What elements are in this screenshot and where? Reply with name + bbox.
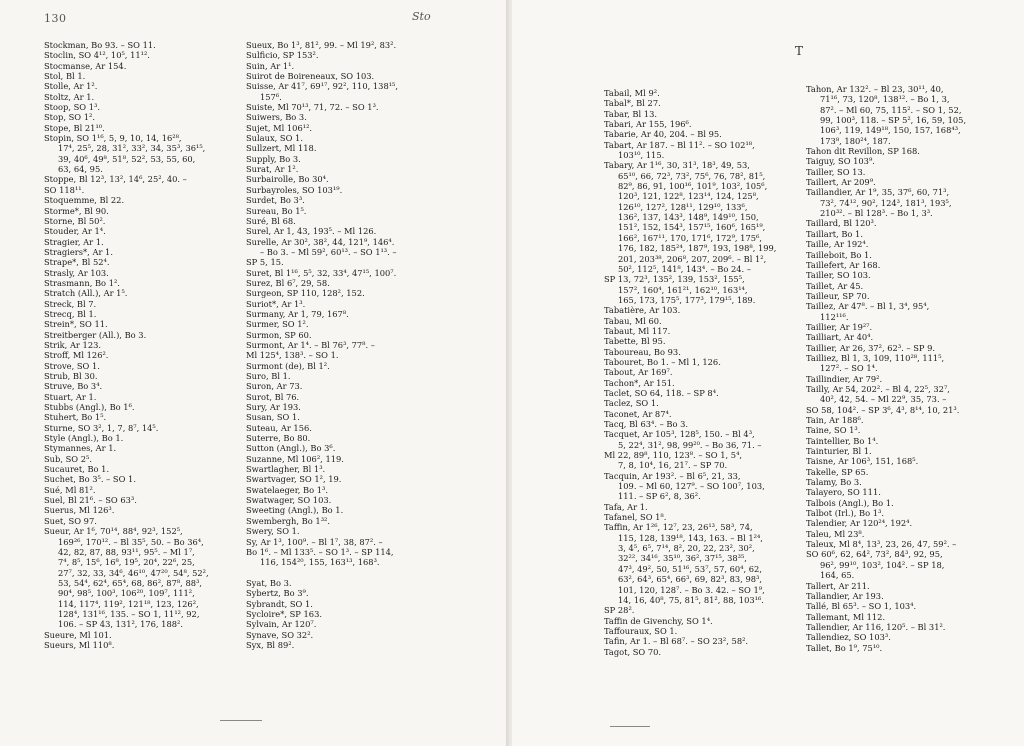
index-line: Tailler, SO 103.: [806, 270, 871, 281]
index-line: Suiste, Ml 70¹³, 71, 72. – SO 1³.: [246, 102, 379, 113]
index-line: Stolle, Ar 1².: [44, 81, 98, 92]
index-line: Sulaux, SO 1.: [246, 133, 303, 144]
index-line: 7⁴, 8⁵, 15⁶, 16⁸, 19⁵, 20⁴, 22⁶, 25,: [58, 557, 195, 568]
index-line: Takelle, SP 65.: [806, 466, 869, 477]
index-line: 99, 100³, 118. – SP 5², 16, 59, 105,: [820, 115, 967, 126]
index-line: SP 28².: [604, 605, 635, 616]
index-line: Tailler, SO 13.: [806, 166, 866, 177]
index-line: Talendier, Ar 120²⁴, 192⁴.: [806, 518, 913, 529]
index-line: 164, 65.: [820, 570, 855, 581]
index-line: 201, 203³⁸, 206⁸, 207, 209⁶. – Bl 1²,: [618, 253, 767, 264]
index-line: Syx, Bl 89².: [246, 639, 295, 650]
index-line: Tain, Ar 188⁶.: [806, 415, 864, 425]
index-line: Surot, Bl 76.: [246, 391, 300, 402]
index-line: Taillindier, Ar 79².: [806, 373, 883, 384]
index-line: Suirot de Boireneaux, SO 103.: [246, 71, 375, 82]
index-line: Taillard, Bl 120³.: [806, 218, 877, 229]
index-line: 106. – SP 43, 131², 176, 188².: [58, 619, 183, 630]
index-line: Taillez, Ar 47⁸. – Bl 1, 3⁴, 95⁴,: [806, 301, 930, 312]
index-line: Tabary, Ar 1¹⁶, 30, 31³, 18³, 49, 53,: [604, 160, 750, 171]
index-line: Tahon, Ar 132². – Bl 23, 30¹¹, 40,: [806, 84, 944, 94]
index-line: 3, 4⁵, 6⁵, 7¹⁴, 8², 20, 22, 23², 30²,: [618, 543, 755, 554]
index-line: Surmon, SP 60.: [246, 329, 312, 340]
index-line: Stoltz, Ar 1.: [44, 91, 95, 102]
index-line: Surmer, SO 1².: [246, 319, 309, 330]
index-line: Stoppe, Bl 12³, 13², 14⁶, 25², 40. –: [44, 174, 187, 185]
index-line: Sybertz, Bo 3⁹.: [246, 588, 309, 599]
index-line: 128⁴, 131¹⁶, 135. – SO 1, 11¹², 92,: [58, 608, 200, 619]
index-line: Talayero, SO 111.: [806, 487, 881, 498]
index-line: Surmont, Ar 1⁴. – Bl 76³, 77⁸. –: [246, 339, 375, 350]
bottom-rule-right: [610, 726, 650, 727]
index-line: 90⁴, 98⁵, 100³, 106²⁰, 109⁷, 111²,: [58, 588, 195, 599]
index-line: Taleu, Ml 23⁸.: [806, 528, 865, 539]
index-line: Ml 22, 89⁸, 110, 123⁸. – SO 1, 5⁴,: [604, 450, 743, 461]
index-line: Tafin, Ar 1. – Bl 68⁷. – SO 23², 58².: [604, 636, 749, 647]
index-line: Taille, Ar 192⁴.: [806, 239, 869, 250]
index-line: 50², 112⁵, 141⁸, 143⁴. – Bo 24. –: [618, 263, 751, 274]
index-line: Suré, Bl 68.: [246, 215, 296, 226]
index-line: 116, 154²⁰, 155, 163¹³, 168³.: [260, 557, 380, 568]
index-line: Sub, SO 2⁵.: [44, 453, 92, 464]
index-line: 109. – Ml 60, 127⁹. – SO 100⁷, 103,: [618, 481, 765, 492]
index-line: Tacquet, Ar 105³, 128⁵, 150. – Bl 4³,: [604, 429, 755, 440]
index-line: Suron, Ar 73.: [246, 381, 303, 392]
index-line: Taclez, SO 1.: [604, 398, 659, 409]
index-line: 210³². – Bl 128³. – Bo 1, 3³.: [820, 208, 933, 219]
index-line: Swatwager, SO 103.: [246, 495, 332, 506]
index-line: Tallendier, Ar 116, 120⁵. – Bl 31².: [806, 621, 946, 632]
index-line: Struve, Bo 3⁴.: [44, 381, 103, 392]
index-line: Suriot*, Ar 1³.: [246, 298, 306, 309]
index-line: Stope, Bl 21¹⁰.: [44, 122, 105, 133]
index-line: Stragier, Ar 1.: [44, 236, 104, 247]
index-line: Sylvain, Ar 120⁷.: [246, 619, 317, 630]
index-line: Taillert, Ar 209⁹.: [806, 177, 876, 188]
index-line: Stol, Bl 1.: [44, 71, 86, 82]
index-line: Sturne, SO 3², 1, 7, 8⁷, 14⁵.: [44, 422, 159, 433]
index-line: 47³, 49², 50, 51¹⁶, 53⁷, 57, 60⁴, 62,: [618, 563, 762, 574]
index-line: 165, 173, 175⁵, 177³, 179¹⁵, 189.: [618, 294, 756, 305]
index-line: Taclet, SO 64, 118. – SP 8⁴.: [604, 387, 719, 398]
bottom-rule-left: [220, 720, 262, 721]
index-line: Strasly, Ar 103.: [44, 267, 109, 278]
index-line: Storne, Bl 50².: [44, 215, 106, 226]
index-line: 111. – SP 6², 8, 36².: [618, 491, 701, 502]
index-line: SO 60⁶, 62, 64², 73², 84³, 92, 95,: [806, 549, 943, 560]
index-line: Suzanne, Ml 106², 119.: [246, 453, 344, 464]
index-line: 103¹⁰, 115.: [618, 150, 665, 161]
index-line: Suel, Bl 21⁶. – SO 63³.: [44, 495, 137, 506]
index-line: 7, 8, 10⁴, 16, 21⁷. – SP 70.: [618, 460, 728, 471]
index-line: 114, 117⁴, 119², 121¹⁸, 123, 126²,: [58, 598, 199, 609]
section-letter: T: [795, 44, 804, 58]
index-line: 73², 74¹², 90², 124³, 181³, 193⁵,: [820, 197, 952, 208]
index-line: Tainturier, Bl 1.: [806, 446, 872, 457]
index-line: Style (Angl.), Bo 1.: [44, 433, 124, 444]
index-line: Tabar, Bl 13.: [604, 108, 658, 119]
index-line: Tallandier, Ar 193.: [806, 590, 884, 601]
index-line: Tallet, Bo 1⁹, 75¹⁰.: [806, 642, 883, 653]
index-line: 32²², 34¹⁶, 35¹⁰, 36², 37¹⁵, 38³⁵,: [618, 553, 747, 564]
index-line: Taboureau, Bo 93.: [604, 346, 681, 357]
index-line: Sweeting (Angl.), Bo 1.: [246, 505, 344, 516]
index-line: 39, 40⁶, 49⁸, 51⁸, 52², 53, 55, 60,: [58, 153, 196, 164]
index-line: Taiguy, SO 103⁹.: [806, 156, 875, 167]
index-line: 5, 22⁴, 31², 98, 99²⁰. – Bo 36, 71. –: [618, 439, 762, 450]
index-line: Stubbs (Angl.), Bo 1⁶.: [44, 402, 135, 413]
page-number: 130: [44, 12, 67, 25]
index-line: Surel, Ar 1, 43, 193⁵. – Ml 126.: [246, 226, 377, 237]
index-line: Surat, Ar 1².: [246, 164, 299, 175]
index-line: Tabarie, Ar 40, 204. – Bl 95.: [604, 129, 722, 140]
index-line: Tailleur, SP 70.: [806, 290, 870, 301]
index-line: Sureau, Bo 1⁵.: [246, 205, 307, 216]
index-line: Taillet, Ar 45.: [806, 280, 864, 291]
index-line: Strik, Ar 123.: [44, 339, 102, 350]
index-line: Taintellier, Bo 1⁴.: [806, 435, 879, 446]
index-line: Sujet, Ml 106¹².: [246, 122, 313, 133]
index-line: 157⁶.: [260, 91, 282, 102]
index-line: Supply, Bo 3.: [246, 153, 301, 164]
index-line: 166², 167¹¹, 170, 171⁶, 172⁹, 175⁶,: [618, 232, 762, 243]
index-line: Swatelaeger, Bo 1³.: [246, 484, 329, 495]
index-line: Tachon*, Ar 151.: [604, 377, 675, 388]
index-line: [246, 568, 398, 578]
index-column-3: [604, 88, 776, 657]
index-line: – Bo 3. – Ml 59², 60¹³. – SO 1¹³. –: [260, 246, 397, 257]
index-line: Tacq, Bl 63⁴. – Bo 3.: [604, 419, 689, 429]
index-line: Taillart, Bo 1.: [806, 228, 863, 239]
index-line: Sueux, Bo 1³, 81², 99. – Ml 19², 83².: [246, 40, 397, 50]
index-line: Stragiers*, Ar 1.: [44, 246, 113, 257]
index-line: Sullzert, Ml 118.: [246, 143, 317, 154]
index-line: 63, 64, 95.: [58, 164, 103, 175]
index-line: Stouder, Ar 1⁴.: [44, 226, 106, 237]
index-line: SO 118¹¹.: [44, 184, 85, 195]
index-line: Stratch (All.), Ar 1⁵.: [44, 288, 128, 299]
index-line: 17⁴, 25⁵, 28, 31², 33², 34, 35³, 36¹⁵,: [58, 143, 206, 154]
index-line: Suret, Bl 1¹⁶, 5⁵, 32, 33⁴, 47¹⁵, 100⁷.: [246, 267, 397, 278]
index-line: Stuhert, Bo 1⁵.: [44, 412, 107, 423]
index-line: Tahon dit Revillon, SP 168.: [806, 146, 920, 157]
index-line: Surelle, Ar 30², 38², 44, 121⁹, 146⁴.: [246, 236, 395, 247]
index-line: Tailly, Ar 54, 202². – Bl 4, 22⁵, 32⁷,: [806, 383, 950, 394]
index-line: Stoquemme, Bl 22.: [44, 195, 125, 206]
index-line: SO 58, 104². – SP 3⁶, 4³, 8¹⁴, 10, 21³.: [806, 404, 960, 415]
index-line: 40², 42, 54. – Ml 22⁹, 35, 73. –: [820, 394, 947, 405]
index-line: Tabail, Ml 9².: [604, 88, 660, 98]
index-line: Surmont (de), Bl 1².: [246, 360, 330, 371]
index-line: Taffouraux, SO 1.: [604, 625, 678, 636]
index-line: Stocmanse, Ar 154.: [44, 60, 127, 71]
index-line: Tabal*, Bl 27.: [604, 98, 661, 109]
index-line: Tafa, Ar 1.: [604, 501, 648, 512]
index-line: 27⁷, 32, 33, 34⁶, 46¹⁰, 47²⁰, 54⁸, 52²,: [58, 567, 209, 578]
index-line: Bo 1⁶. – Ml 133⁵. – SO 1³. – SP 114,: [246, 546, 394, 557]
index-line: Ml 125⁴, 138³. – SO 1.: [246, 350, 339, 361]
index-line: Tabari, Ar 155, 196⁶.: [604, 119, 692, 130]
index-line: Suisse, Ar 41⁷, 69¹⁷, 92², 110, 138¹⁵,: [246, 81, 399, 92]
index-line: Tabaut, Ml 117.: [604, 325, 671, 336]
index-line: Taffin, Ar 1²⁶, 12⁷, 23, 26¹³, 58³, 74,: [604, 522, 753, 533]
index-line: Streck, Bl 7.: [44, 298, 97, 309]
index-line: Tailliart, Ar 40⁴.: [806, 332, 874, 343]
index-line: Sutton (Angl.), Bo 3⁶.: [246, 443, 336, 454]
index-line: Suchet, Bo 3⁵. – SO 1.: [44, 474, 136, 485]
index-line: 120³, 121, 122⁸, 123¹⁴, 124, 125⁸,: [618, 191, 759, 202]
index-line: 53, 54⁴, 62⁴, 65⁴, 68, 86², 87⁸, 88³,: [58, 577, 202, 588]
index-line: SP 13, 72³, 135², 139, 153², 155⁵,: [604, 274, 745, 285]
index-line: Taffin de Givenchy, SO 1⁴.: [604, 615, 713, 626]
index-line: Tabau, Ml 60.: [604, 315, 662, 326]
index-line: 87². – Ml 60, 75, 115². – SO 1, 52,: [820, 104, 962, 115]
index-line: Suro, Bl 1.: [246, 371, 291, 381]
index-line: Surbairolle, Bo 30⁴.: [246, 174, 329, 185]
index-line: Sycloire*, SP 163.: [246, 608, 322, 619]
index-line: Sury, Ar 193.: [246, 402, 301, 413]
index-line: 71¹⁶, 73, 120⁸, 138¹². – Bo 1, 3,: [820, 94, 950, 105]
index-line: Swartvager, SO 1², 19.: [246, 474, 342, 485]
index-line: Sué, Ml 81².: [44, 484, 96, 495]
index-line: 136², 137, 143³, 148⁹, 149¹⁰, 150,: [618, 212, 759, 223]
index-line: Strecq, Bl 1.: [44, 308, 97, 319]
index-line: 112¹¹⁶.: [820, 311, 849, 322]
index-line: Sucauret, Bo 1.: [44, 464, 110, 475]
index-line: Susan, SO 1.: [246, 412, 300, 423]
index-line: Tafanel, SO 1⁸.: [604, 512, 667, 523]
index-line: Tabout, Ar 169⁷.: [604, 367, 673, 378]
index-line: Tallé, Bl 65³. – SO 1, 103⁴.: [806, 601, 917, 612]
index-line: 96², 99¹⁰, 103², 104². – SP 18,: [820, 559, 945, 570]
index-line: 157², 160⁴, 161²¹, 162¹⁰, 163¹⁴,: [618, 284, 748, 295]
index-line: Swery, SO 1.: [246, 526, 300, 537]
index-line: 14, 16, 40⁸, 75, 81⁵, 81², 88, 103¹⁶.: [618, 594, 764, 605]
index-line: Suin, Ar 1¹.: [246, 60, 295, 71]
index-line: Streitberger (All.), Bo 3.: [44, 329, 147, 340]
index-line: Swartlagher, Bl 1³.: [246, 464, 326, 475]
index-line: Sulficio, SP 153².: [246, 50, 319, 61]
index-line: Suterre, Bo 80.: [246, 433, 311, 444]
index-line: Strasmann, Bo 1².: [44, 277, 120, 288]
index-line: 127². – SO 1⁴.: [820, 363, 878, 374]
index-line: Tailleboit, Bo 1.: [806, 249, 872, 260]
index-line: 126¹⁰, 127², 128¹¹, 129¹⁰, 133⁶,: [618, 201, 748, 212]
index-line: 82⁹, 86, 91, 100¹⁶, 101⁹, 103², 105⁶,: [618, 181, 768, 192]
index-line: Tacquin, Ar 193². – Bl 6⁵, 21, 33,: [604, 470, 741, 481]
index-line: Tabette, Bl 95.: [604, 336, 666, 347]
index-line: Strub, Bl 30.: [44, 371, 98, 381]
index-line: Taleux, Ml 8⁴, 13³, 23, 26, 47, 59². –: [806, 539, 957, 550]
index-line: Sybrandt, SO 1.: [246, 598, 313, 609]
index-line: Taillier, Ar 26, 37², 62³. – SP 9.: [806, 342, 936, 353]
index-column-1: [44, 40, 209, 650]
index-line: Swembergh, Bo 1³².: [246, 515, 330, 526]
index-line: Surgeon, SP 110, 128², 152.: [246, 288, 365, 299]
index-line: Tallemant, Ml 112.: [806, 611, 886, 622]
index-line: Stop, SO 1².: [44, 112, 95, 123]
index-line: Talamy, Bo 3.: [806, 477, 862, 488]
index-line: Tabart, Ar 187. – Bl 11². – SO 102¹⁸,: [604, 139, 755, 150]
index-line: 101, 120, 128⁷. – Bo 3. 42. – SO 1⁹,: [618, 584, 765, 595]
index-line: Taisne, Ar 106³, 151, 168⁵.: [806, 456, 919, 467]
index-line: Taillefert, Ar 168.: [806, 259, 881, 270]
index-line: 173⁸, 180²⁴, 187.: [820, 135, 891, 146]
index-line: Tailliez, Bl 1, 3, 109, 110²⁸, 111⁵,: [806, 352, 945, 363]
index-line: Surez, Bl 6⁷, 29, 58.: [246, 277, 330, 288]
index-line: 42, 82, 87, 88, 93¹¹, 95⁵. – Ml 1⁷,: [58, 546, 195, 557]
index-line: Tallendiez, SO 103³.: [806, 632, 891, 643]
index-line: Tabatière, Ar 103.: [604, 305, 681, 316]
running-head: Sto: [412, 10, 431, 23]
index-line: Synave, SO 32².: [246, 629, 314, 640]
index-line: 151², 152, 154³, 157¹⁵, 160⁶, 165¹⁹,: [618, 222, 766, 233]
index-line: Taillier, Ar 19²⁷.: [806, 321, 873, 332]
index-line: Suteau, Ar 156.: [246, 422, 312, 433]
index-line: Stockman, Bo 93. – SO 11.: [44, 40, 156, 50]
index-line: Tagot, SO 70.: [604, 646, 662, 657]
index-line: SP 5, 15.: [246, 257, 284, 268]
index-column-2: [246, 40, 398, 650]
index-line: Strape*, Bl 52⁴.: [44, 257, 110, 268]
index-line: Suerus, Ml 126³.: [44, 505, 115, 516]
index-line: 63², 64³, 65⁴, 66³, 69, 82³, 83, 98³,: [618, 574, 762, 585]
index-line: Suiwers, Bo 3.: [246, 112, 307, 123]
index-line: Tabouret, Bo 1. – Ml 1, 126.: [604, 356, 721, 367]
index-line: Stuart, Ar 1.: [44, 391, 97, 402]
index-line: Suet, SO 97.: [44, 515, 97, 526]
index-line: Surbayroles, SO 103¹⁹.: [246, 184, 343, 195]
index-line: Taconet, Ar 87⁴.: [604, 408, 672, 419]
index-line: Strein*, SO 11.: [44, 319, 108, 330]
index-line: Stopin, SO 1¹⁶, 5, 9, 10, 14, 16²⁸,: [44, 133, 182, 144]
index-column-4: [806, 84, 966, 653]
index-line: Sy, Ar 1³, 100⁹. – Bl 1⁷, 38, 87². –: [246, 536, 383, 547]
index-line: Stroff, Ml 126².: [44, 350, 109, 361]
index-line: Sueure, Ml 101.: [44, 629, 112, 640]
index-line: Tallert, Ar 211.: [806, 580, 870, 591]
index-line: Stoclin, SO 4¹², 10⁵, 11¹².: [44, 50, 150, 61]
index-line: Storme*, Bl 90.: [44, 205, 109, 216]
index-line: 176, 182, 185²⁴, 187⁹, 193, 198⁸, 199,: [618, 243, 777, 254]
index-line: 169²⁶, 170¹². – Bl 35⁵, 50. – Bo 36⁴,: [58, 536, 204, 547]
index-line: 65¹⁰, 66, 72³, 73², 75⁶, 76, 78², 81⁵,: [618, 170, 766, 181]
index-line: Strove, SO 1.: [44, 360, 100, 371]
index-line: Stoop, SO 1³.: [44, 102, 100, 113]
index-line: Sueur, Ar 1⁶, 70¹⁴, 88⁴, 92³, 152⁵,: [44, 526, 183, 537]
index-line: Taine, SO 1³.: [806, 425, 861, 436]
index-line: Surdet, Bo 3³.: [246, 195, 305, 206]
index-line: 106³, 119, 149¹⁸, 150, 157, 168⁴³,: [820, 125, 961, 136]
index-line: Syat, Bo 3.: [246, 577, 292, 588]
index-line: Taillandier, Ar 1⁹, 35, 37⁶, 60, 71³,: [806, 187, 950, 198]
index-line: Surmany, Ar 1, 79, 167⁸.: [246, 308, 349, 319]
index-line: Sueurs, Ml 110⁸.: [44, 639, 115, 650]
index-line: Talbois (Angl.), Bo 1.: [806, 497, 894, 508]
index-line: 115, 128, 139¹⁸, 143, 163. – Bl 1²⁴,: [618, 532, 763, 543]
index-line: Talbot (Irl.), Bo 1³.: [806, 508, 885, 519]
index-line: Stymannes, Ar 1.: [44, 443, 117, 454]
